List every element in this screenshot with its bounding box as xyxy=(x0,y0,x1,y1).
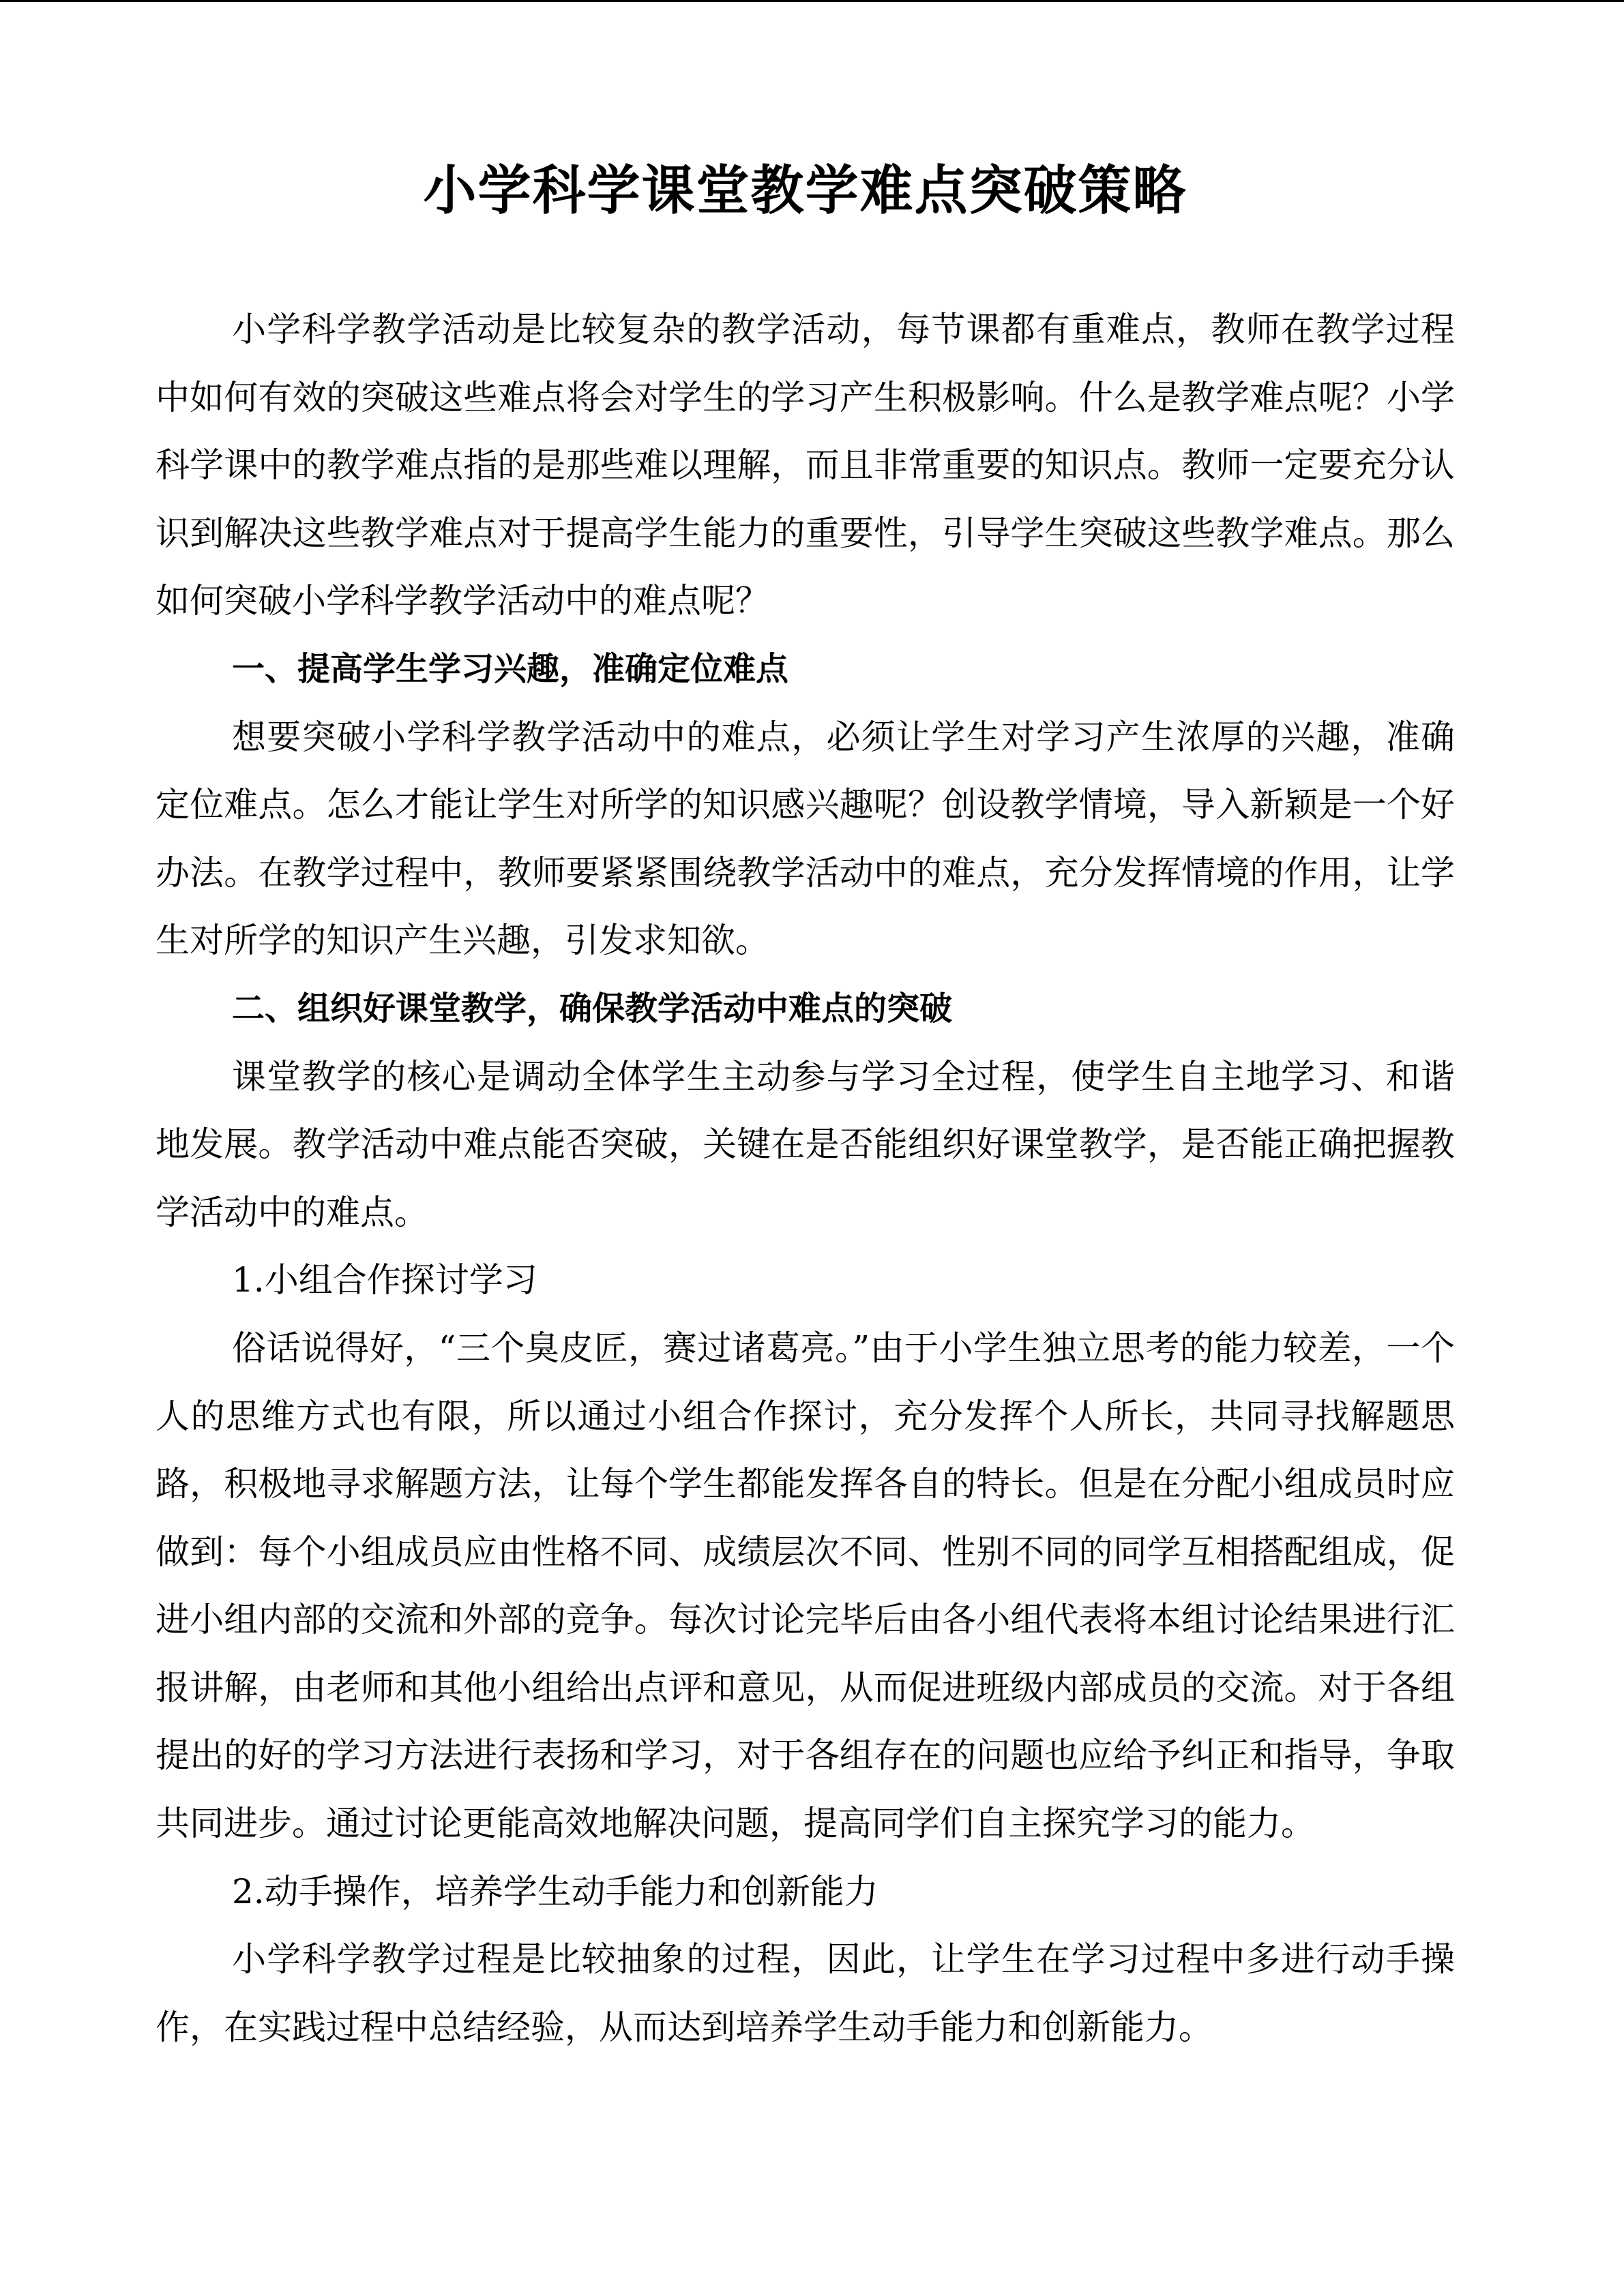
subsection-heading-1: 1.小组合作探讨学习 xyxy=(232,1260,537,1300)
subsection-1-paragraph: 俗话说得好，“三个臭皮匠，赛过诸葛亮。”由于小学生独立思考的能力较差，一个人的思维方式也有限，所以通过小组合作探讨，充分发挥个人所长，共同寻找解题思路，积极地寻求解题方法，让每个学生都能发挥各自的特长。但是在分配小组成员时应做到：每个小组成员应由性格不同、成绩层次不同、性别不同的同学互相搭配组成，促进小组内部的交流和外部的竞争。每次讨论完毕后由各小组代表将本组讨论结果进行汇报讲解，由老师和其他小组给出点评和意见，从而促进班级内部成员的交流。对于各组提出的好的学习方法进行表扬和学习，对于各组存在的问题也应给予纠正和指导，争取共同进步。通过讨论更能高效地解决问题，提高同学们自主探究学习的能力。 xyxy=(156,1328,1455,1844)
section-2-paragraph: 课堂教学的核心是调动全体学生主动参与学习全过程，使学生自主地学习、和谐地发展。教学活动中难点能否突破，关键在是否能组织好课堂教学，是否能正确把握教学活动中的难点。 xyxy=(156,1056,1455,1232)
subsection-heading-2: 2.动手操作，培养学生动手能力和创新能力 xyxy=(232,1871,879,1911)
section-heading-2: 二、组织好课堂教学，确保教学活动中难点的突破 xyxy=(232,989,953,1028)
subsection-2-paragraph: 小学科学教学过程是比较抽象的过程，因此，让学生在学习过程中多进行动手操作，在实践过程中总结经验，从而达到培养学生动手能力和创新能力。 xyxy=(156,1939,1455,2047)
section-1-paragraph: 想要突破小学科学教学活动中的难点，必须让学生对学习产生浓厚的兴趣，准确定位难点。怎么才能让学生对所学的知识感兴趣呢？创设教学情境，导入新颖是一个好办法。在教学过程中，教师要紧紧围绕教学活动中的难点，充分发挥情境的作用，让学生对所学的知识产生兴趣，引发求知欲。 xyxy=(156,717,1455,961)
document-body xyxy=(156,296,1455,2061)
document-title: 小学科学课堂教学难点突破策略 xyxy=(423,160,1187,222)
section-heading-1: 一、提高学生学习兴趣，准确定位难点 xyxy=(232,649,789,688)
intro-paragraph: 小学科学教学活动是比较复杂的教学活动，每节课都有重难点，教师在教学过程中如何有效的突破这些难点将会对学生的学习产生积极影响。什么是教学难点呢？小学科学课中的教学难点指的是那些难以理解，而且非常重要的知识点。教师一定要充分认识到解决这些教学难点对于提高学生能力的重要性，引导学生突破这些教学难点。那么如何突破小学科学教学活动中的难点呢？ xyxy=(156,310,1455,621)
page-top-border xyxy=(0,0,1624,2)
